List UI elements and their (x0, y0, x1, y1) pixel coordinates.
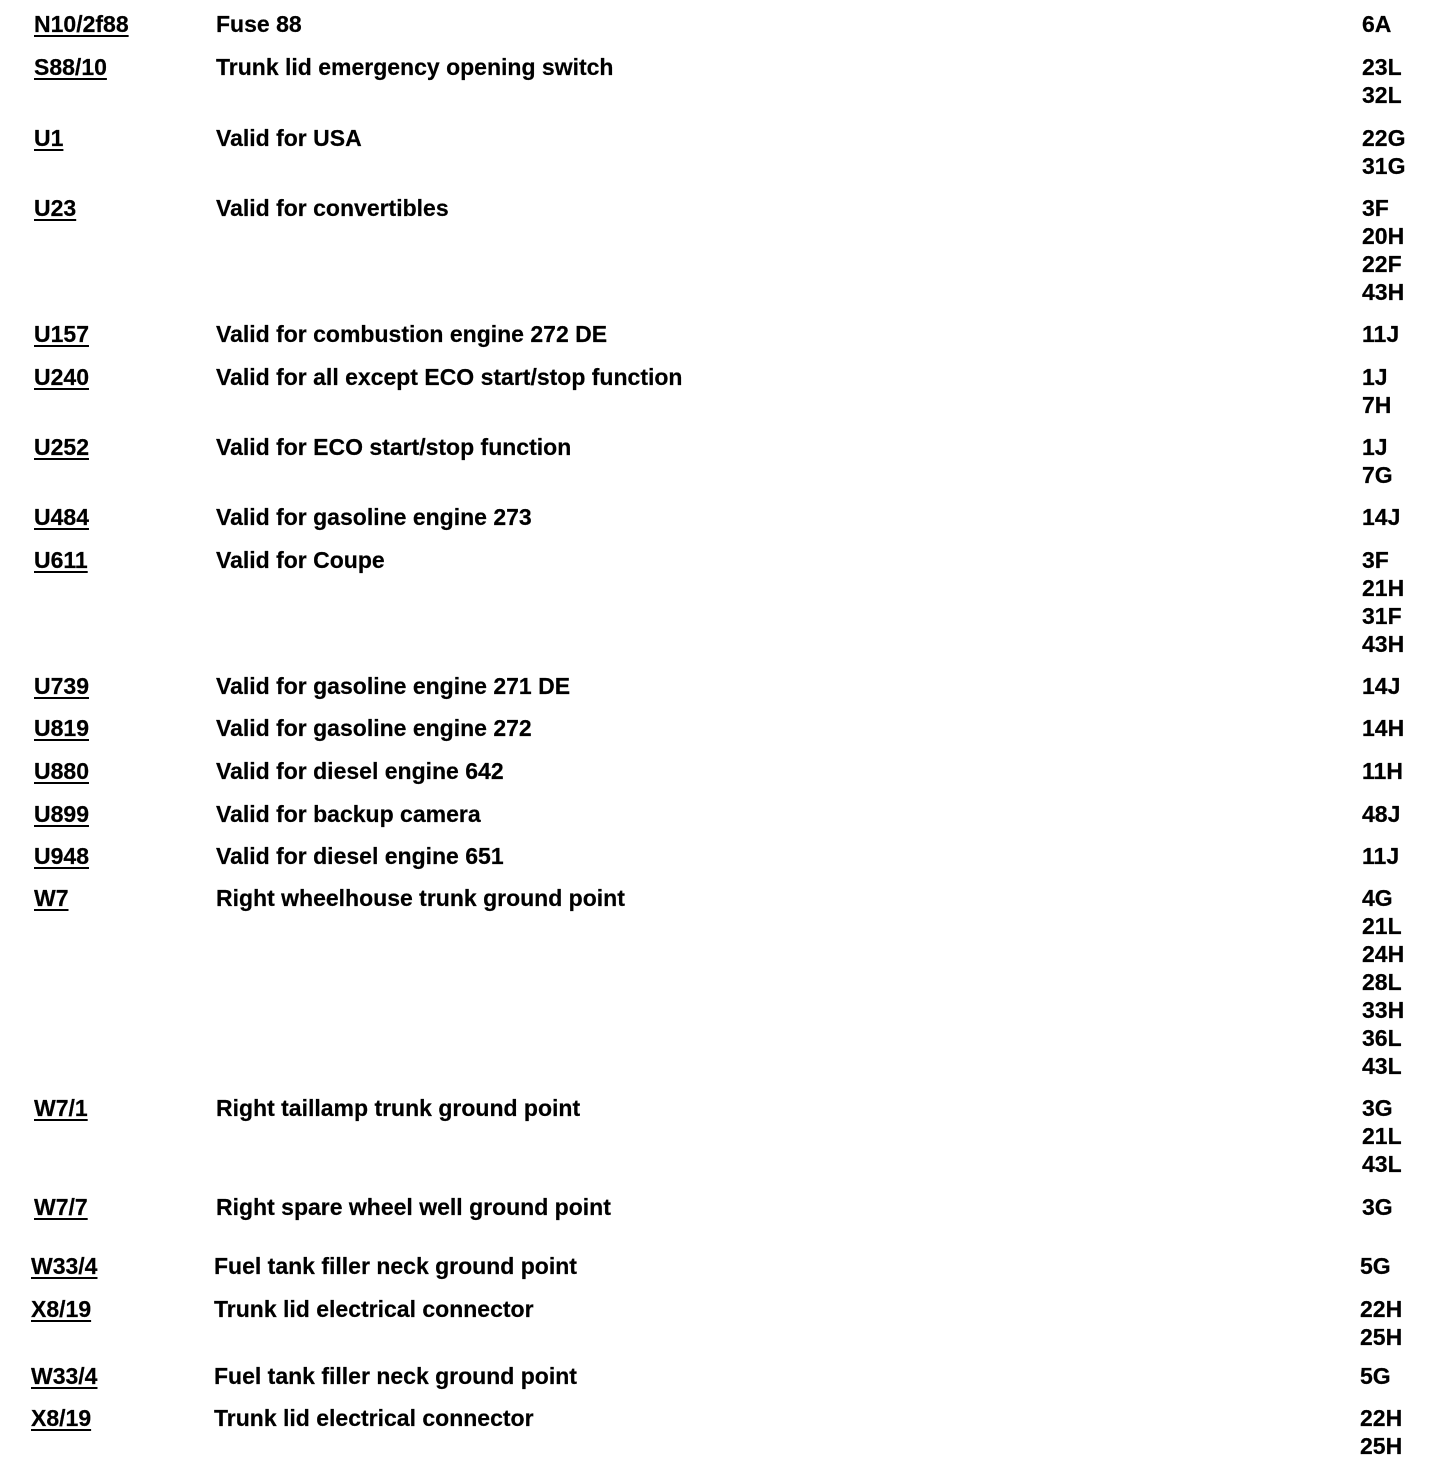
grid-location: 7G (1362, 462, 1393, 488)
grid-locations (1362, 672, 1400, 700)
grid-location: 48J (1362, 801, 1401, 827)
component-description: Fuse 88 (216, 11, 302, 37)
grid-location: 36L (1362, 1025, 1402, 1051)
grid-location: 3F (1362, 547, 1389, 573)
grid-location: 5G (1360, 1363, 1391, 1389)
grid-location: 23L (1362, 54, 1402, 80)
component-code-link[interactable]: U1 (34, 125, 64, 151)
component-code-link[interactable]: X8/19 (31, 1296, 92, 1322)
component-description: Valid for gasoline engine 271 DE (216, 673, 571, 699)
component-code-link[interactable]: S88/10 (34, 54, 107, 80)
grid-location: 43H (1362, 631, 1405, 657)
component-code-link[interactable]: U899 (34, 801, 89, 827)
grid-location: 25H (1360, 1433, 1403, 1459)
component-code-link[interactable]: W33/4 (31, 1363, 98, 1389)
component-code-link[interactable]: U157 (34, 321, 89, 347)
component-description: Valid for Coupe (216, 547, 385, 573)
component-description: Valid for all except ECO start/stop function (216, 364, 683, 390)
grid-location: 43H (1362, 279, 1405, 305)
grid-location: 1J (1362, 364, 1388, 390)
component-description: Valid for combustion engine 272 DE (216, 321, 608, 347)
grid-locations (1362, 363, 1391, 419)
grid-locations (1362, 1094, 1402, 1178)
component-code-link[interactable]: U252 (34, 434, 89, 460)
grid-location: 22G (1362, 125, 1406, 151)
grid-location: 6A (1362, 11, 1392, 37)
component-code-link[interactable]: U739 (34, 673, 89, 699)
grid-locations (1362, 546, 1404, 658)
component-description: Right spare wheel well ground point (216, 1194, 611, 1220)
grid-location: 7H (1362, 392, 1392, 418)
grid-location: 4G (1362, 885, 1393, 911)
grid-locations (1360, 1252, 1391, 1280)
grid-location: 21L (1362, 1123, 1402, 1149)
grid-location: 14J (1362, 504, 1401, 530)
component-description: Valid for gasoline engine 273 (216, 504, 532, 530)
component-description: Trunk lid emergency opening switch (216, 54, 614, 80)
grid-locations (1362, 503, 1400, 531)
component-code-link[interactable]: U240 (34, 364, 89, 390)
grid-location: 32L (1362, 82, 1402, 108)
grid-locations (1362, 1193, 1393, 1221)
grid-location: 43L (1362, 1151, 1402, 1177)
grid-location: 33H (1362, 997, 1405, 1023)
grid-locations (1362, 884, 1404, 1080)
grid-location: 11H (1362, 758, 1403, 784)
component-code-link[interactable]: W7/1 (34, 1095, 88, 1121)
component-description: Valid for diesel engine 651 (216, 843, 504, 869)
grid-location: 3G (1362, 1194, 1393, 1220)
grid-locations (1362, 757, 1403, 785)
grid-location: 22H (1360, 1405, 1403, 1431)
grid-location: 20H (1362, 223, 1405, 249)
grid-location: 11J (1362, 843, 1400, 869)
grid-location: 31F (1362, 603, 1402, 629)
component-description: Valid for ECO start/stop function (216, 434, 572, 460)
grid-location: 21L (1362, 913, 1402, 939)
component-code-link[interactable]: W33/4 (31, 1253, 98, 1279)
grid-location: 22F (1362, 251, 1402, 277)
grid-location: 14J (1362, 673, 1401, 699)
grid-location: 43L (1362, 1053, 1402, 1079)
grid-location: 25H (1360, 1324, 1403, 1350)
grid-locations (1362, 714, 1404, 742)
grid-locations (1362, 842, 1399, 870)
component-description: Trunk lid electrical connector (214, 1405, 534, 1431)
grid-location: 3F (1362, 195, 1389, 221)
component-description: Trunk lid electrical connector (214, 1296, 534, 1322)
grid-location: 24H (1362, 941, 1405, 967)
grid-locations (1360, 1295, 1402, 1351)
component-code-link[interactable]: N10/2f88 (34, 11, 129, 37)
component-description: Fuel tank filler neck ground point (214, 1253, 577, 1279)
grid-location: 3G (1362, 1095, 1393, 1121)
grid-location: 21H (1362, 575, 1405, 601)
component-description: Valid for backup camera (216, 801, 481, 827)
component-code-link[interactable]: U948 (34, 843, 89, 869)
component-description: Valid for convertibles (216, 195, 449, 221)
component-code-link[interactable]: U484 (34, 504, 89, 530)
grid-locations (1362, 800, 1400, 828)
grid-locations (1362, 53, 1402, 109)
grid-location: 28L (1362, 969, 1402, 995)
grid-locations (1360, 1362, 1391, 1390)
component-code-link[interactable]: W7 (34, 885, 69, 911)
grid-locations (1362, 10, 1391, 38)
grid-locations (1362, 433, 1393, 489)
grid-locations (1362, 320, 1399, 348)
component-description: Valid for diesel engine 642 (216, 758, 504, 784)
component-code-link[interactable]: W7/7 (34, 1194, 88, 1220)
component-description: Valid for gasoline engine 272 (216, 715, 532, 741)
component-code-link[interactable]: U23 (34, 195, 77, 221)
grid-location: 22H (1360, 1296, 1403, 1322)
component-description: Right taillamp trunk ground point (216, 1095, 581, 1121)
component-description: Fuel tank filler neck ground point (214, 1363, 577, 1389)
grid-location: 11J (1362, 321, 1400, 347)
grid-location: 5G (1360, 1253, 1391, 1279)
grid-location: 1J (1362, 434, 1388, 460)
component-description: Right wheelhouse trunk ground point (216, 885, 625, 911)
grid-locations (1362, 194, 1404, 306)
grid-locations (1362, 124, 1405, 180)
component-code-link[interactable]: X8/19 (31, 1405, 92, 1431)
component-description: Valid for USA (216, 125, 362, 151)
grid-locations (1360, 1404, 1402, 1460)
component-code-link[interactable]: U880 (34, 758, 89, 784)
component-code-link[interactable]: U819 (34, 715, 89, 741)
grid-location: 31G (1362, 153, 1406, 179)
grid-location: 14H (1362, 715, 1405, 741)
component-code-link[interactable]: U611 (34, 547, 88, 573)
